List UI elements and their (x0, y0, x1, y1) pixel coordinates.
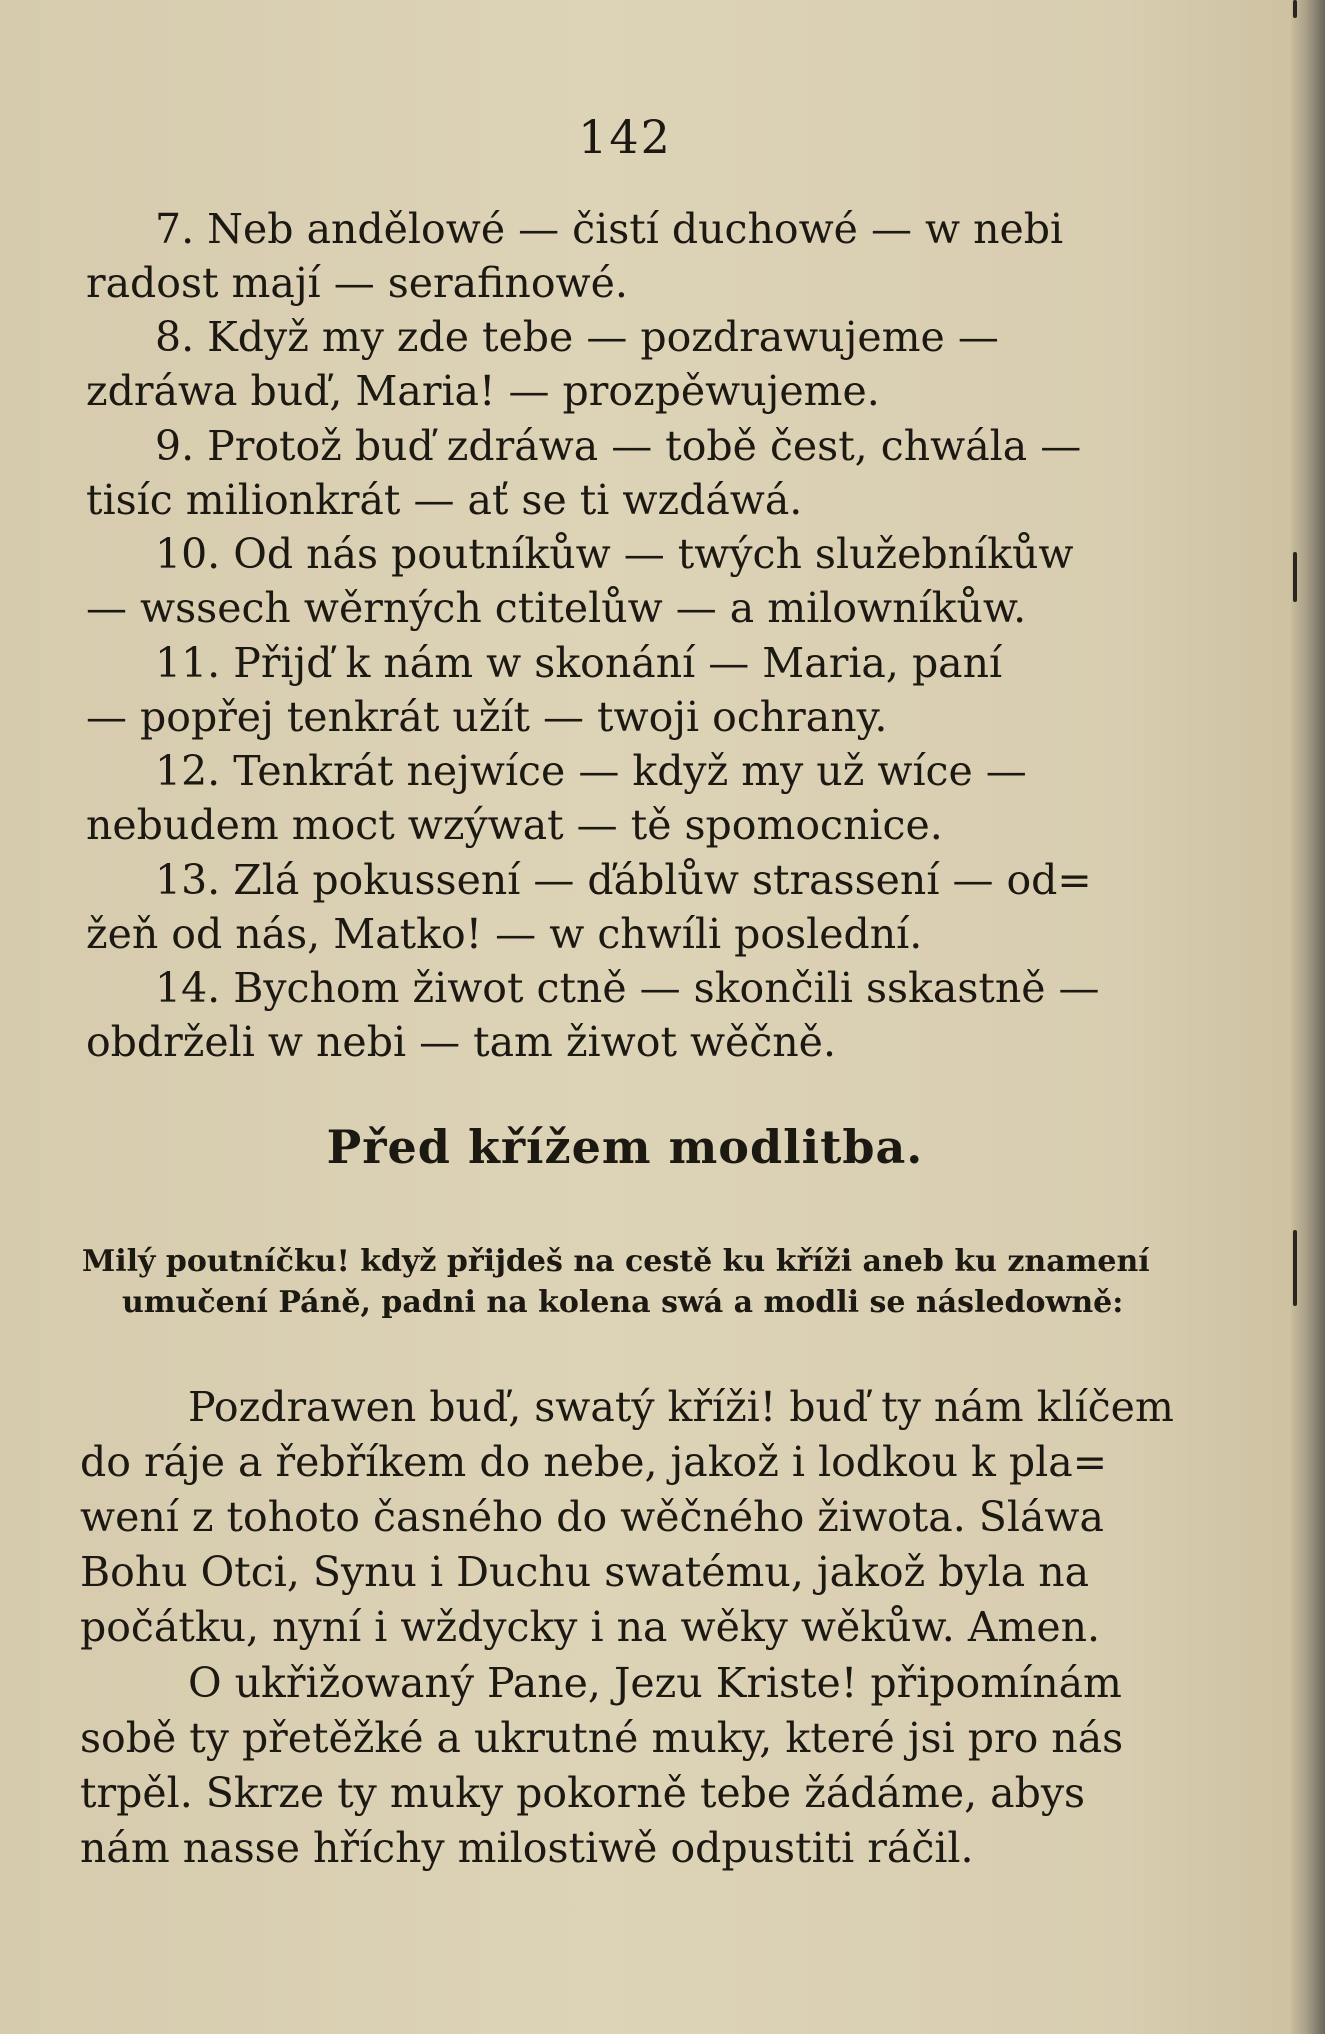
section-heading: Před křížem modlitba. (326, 1120, 924, 1174)
prayer-line: wení z tohoto časného do wěčného žiwota. Sláwa (80, 1493, 1104, 1541)
litany-line: zdráwa buď, Maria! — prozpěwujeme. (86, 367, 880, 415)
gutter-mark (1293, 552, 1297, 602)
litany-line: nebudem moct wzýwat — tě spomocnice. (86, 801, 943, 849)
litany-line: 10. Od nás poutníkůw — twých služebníkůw (155, 530, 1074, 578)
litany-line: 11. Přijď k nám w skonání — Maria, paní (155, 639, 1003, 687)
gutter-mark (1293, 0, 1297, 18)
litany-line: radost mají — serafinowé. (86, 259, 628, 307)
litany-line: 8. Když my zde tebe — pozdrawujeme — (155, 313, 999, 361)
prayer-line: Pozdrawen buď, swatý kříži! buď ty nám klíčem (188, 1383, 1174, 1431)
prayer-line: sobě ty přetěžké a ukrutné muky, které jsi pro nás (80, 1714, 1124, 1762)
litany-line: žeň od nás, Matko! — w chwíli poslední. (86, 910, 923, 958)
prayer-line: do ráje a řebříkem do nebe, jakož i lodkou k pla= (80, 1438, 1108, 1486)
prayer-line: počátku, nyní i wždycky i na wěky wěkůw. Amen. (80, 1603, 1101, 1651)
instruction-line: umučení Páně, padni na kolena swá a modli se následowně: (122, 1285, 1124, 1320)
litany-line: — popřej tenkrát užít — twoji ochrany. (86, 693, 888, 741)
litany-line: — wssech wěrných ctitelůw — a milowníkůw. (86, 584, 1027, 632)
prayer-line: O ukřižowaný Pane, Jezu Kriste! připomínám (188, 1659, 1122, 1707)
instruction-line: Milý poutníčku! když přijdeš na cestě ku kříži aneb ku znamení (82, 1244, 1150, 1279)
gutter-mark (1293, 1230, 1297, 1306)
litany-line: 13. Zlá pokussení — ďáblůw strassení — od= (155, 856, 1092, 904)
page-gutter-shadow (1291, 0, 1325, 2034)
litany-line: 9. Protož buď zdráwa — tobě čest, chwála — (155, 422, 1082, 470)
litany-line: 7. Neb andělowé — čistí duchowé — w nebi (155, 205, 1064, 253)
prayer-line: Bohu Otci, Synu i Duchu swatému, jakož byla na (80, 1548, 1090, 1596)
litany-line: obdrželi w nebi — tam žiwot wěčně. (86, 1018, 836, 1066)
prayer-line: trpěl. Skrze ty muky pokorně tebe žádáme, abys (80, 1769, 1086, 1817)
page-number: 142 (578, 110, 672, 164)
litany-line: tisíc milionkrát — ať se ti wzdáwá. (86, 476, 803, 524)
litany-line: 12. Tenkrát nejwíce — když my už wíce — (155, 747, 1027, 795)
litany-line: 14. Bychom žiwot ctně — skončili sskastně — (155, 964, 1100, 1012)
prayer-line: nám nasse hříchy milostiwě odpustiti ráčil. (80, 1824, 974, 1872)
